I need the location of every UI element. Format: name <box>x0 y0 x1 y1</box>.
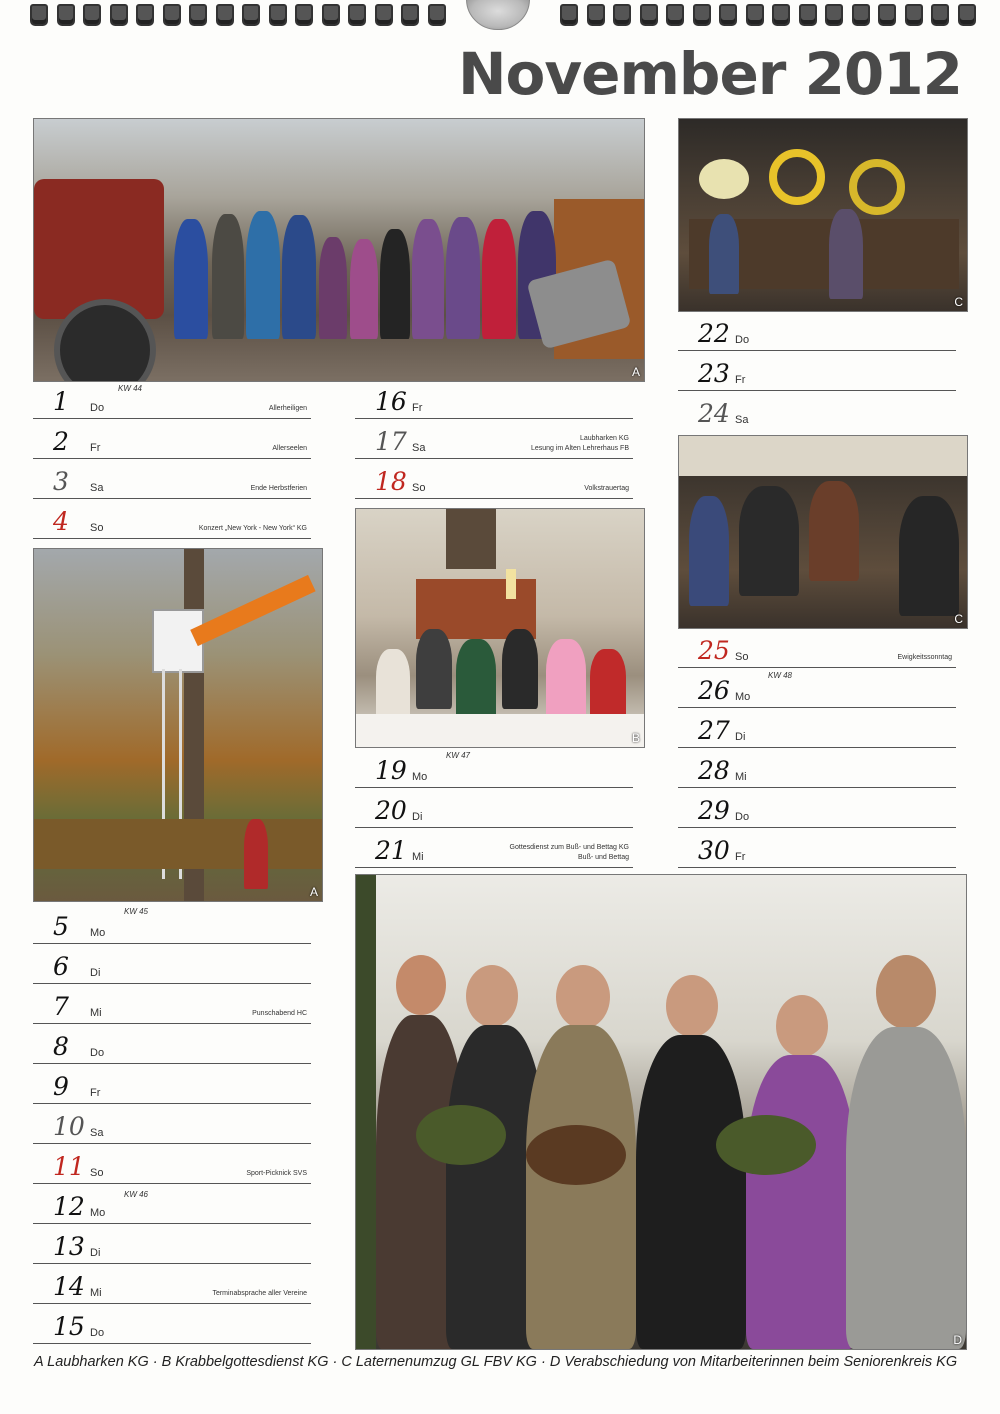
day-row <box>33 458 311 499</box>
weekday: Mi <box>90 1287 102 1299</box>
day-row <box>33 903 311 944</box>
binding-ring <box>295 4 313 26</box>
page-title: November 2012 <box>457 40 962 108</box>
binding-ring <box>666 4 684 26</box>
binding-ring <box>958 4 976 26</box>
day-note: Konzert „New York - New York“ KG <box>198 525 307 532</box>
day-row <box>33 1263 311 1304</box>
binding-ring <box>269 4 287 26</box>
weekday: Di <box>735 731 746 743</box>
photo-label: C <box>954 295 963 309</box>
binding-ring <box>322 4 340 26</box>
day-row <box>678 667 956 708</box>
day-note: Allerheiligen <box>268 405 307 412</box>
binding-ring <box>57 4 75 26</box>
day-number: 3 <box>53 467 69 496</box>
day-number: 13 <box>53 1232 85 1261</box>
day-number: 21 <box>375 836 407 865</box>
binding-ring <box>83 4 101 26</box>
weekday: Mo <box>90 1207 106 1219</box>
binding-ring <box>375 4 393 26</box>
day-number: 22 <box>698 319 730 348</box>
binding-ring <box>799 4 817 26</box>
photo-laternenumzug-2 <box>678 435 968 629</box>
day-row <box>33 1103 311 1144</box>
day-row <box>355 827 633 868</box>
binding-ring <box>428 4 446 26</box>
weekday: Mi <box>735 771 747 783</box>
binding-ring <box>905 4 923 26</box>
day-number: 7 <box>53 992 69 1021</box>
day-note: Terminabsprache aller Vereine <box>212 1290 307 1297</box>
day-number: 1 <box>53 387 69 416</box>
photo-label: B <box>631 731 640 745</box>
binding-ring <box>401 4 419 26</box>
weekday: So <box>90 522 104 534</box>
day-row <box>33 1023 311 1064</box>
binding-ring <box>189 4 207 26</box>
weekday: Do <box>90 402 105 414</box>
day-row <box>355 378 633 419</box>
binding-ring <box>931 4 949 26</box>
day-row <box>678 747 956 788</box>
day-row <box>33 943 311 984</box>
day-note: Allerseelen <box>272 445 307 452</box>
day-row <box>33 1223 311 1264</box>
day-number: 27 <box>698 716 730 745</box>
day-row <box>33 418 311 459</box>
day-row <box>355 458 633 499</box>
binding-ring <box>772 4 790 26</box>
weekday: Do <box>735 811 750 823</box>
binding-ring <box>587 4 605 26</box>
weekday: Fr <box>412 402 423 414</box>
binding-ring <box>693 4 711 26</box>
day-number: 5 <box>53 912 69 941</box>
day-number: 29 <box>698 796 730 825</box>
binding-ring <box>878 4 896 26</box>
binding-ring <box>746 4 764 26</box>
day-row <box>33 498 311 539</box>
photo-label: C <box>954 612 963 626</box>
day-number: 19 <box>375 756 407 785</box>
weekday: So <box>90 1167 104 1179</box>
weekday: Mi <box>90 1007 102 1019</box>
day-note: Laubharken KG Lesung im Alten Lehrerhaus FB <box>530 435 629 452</box>
day-row <box>355 787 633 828</box>
binding-ring <box>163 4 181 26</box>
weekday: Di <box>90 967 101 979</box>
weekday: Fr <box>735 374 746 386</box>
day-note: Sport-Picknick SVS <box>246 1170 307 1177</box>
weekday: Mo <box>412 771 428 783</box>
binding-ring <box>216 4 234 26</box>
weekday: Sa <box>90 482 104 494</box>
day-number: 16 <box>375 387 407 416</box>
weekday: So <box>412 482 426 494</box>
day-number: 20 <box>375 796 407 825</box>
day-note: Volkstrauertag <box>584 485 629 492</box>
day-number: 12 <box>53 1192 85 1221</box>
day-row <box>33 1143 311 1184</box>
day-number: 9 <box>53 1072 69 1101</box>
week-label: KW 45 <box>124 907 149 916</box>
day-note: Punschabend HC <box>252 1010 307 1017</box>
weekday: Do <box>735 334 750 346</box>
day-number: 23 <box>698 359 730 388</box>
day-number: 11 <box>53 1152 85 1181</box>
day-row <box>678 390 956 430</box>
binding-ring <box>110 4 128 26</box>
day-number: 2 <box>53 427 69 456</box>
binding-ring <box>640 4 658 26</box>
day-row <box>33 1303 311 1344</box>
binding-ring <box>852 4 870 26</box>
photo-krabbelgottesdienst <box>355 508 645 748</box>
binding-ring <box>719 4 737 26</box>
week-label: KW 44 <box>118 384 143 393</box>
day-note: Ewigkeitssonntag <box>897 654 952 661</box>
day-number: 28 <box>698 756 730 785</box>
weekday: Fr <box>735 851 746 863</box>
photo-verabschiedung-seniorenkreis <box>355 874 967 1350</box>
day-row <box>33 983 311 1024</box>
day-note: Ende Herbstferien <box>250 485 307 492</box>
weekday: Fr <box>90 442 101 454</box>
day-number: 30 <box>698 836 730 865</box>
day-row <box>678 787 956 828</box>
weekday: Do <box>90 1327 105 1339</box>
day-number: 4 <box>53 507 69 536</box>
day-number: 26 <box>698 676 730 705</box>
photo-label: A <box>309 885 318 899</box>
binding-ring <box>136 4 154 26</box>
photo-laubharken-tree <box>33 548 323 902</box>
weekday: Di <box>90 1247 101 1259</box>
weekday: Mi <box>412 851 424 863</box>
day-row <box>678 310 956 351</box>
weekday: Sa <box>735 414 749 426</box>
day-row <box>33 1063 311 1104</box>
binding-ring <box>30 4 48 26</box>
binding-ring <box>242 4 260 26</box>
weekday: Do <box>90 1047 105 1059</box>
day-number: 25 <box>698 636 730 665</box>
day-number: 18 <box>375 467 407 496</box>
binding-ring <box>613 4 631 26</box>
weekday: Sa <box>412 442 426 454</box>
weekday: Sa <box>90 1127 104 1139</box>
weekday: Fr <box>90 1087 101 1099</box>
photo-label: D <box>953 1333 962 1347</box>
day-row <box>678 827 956 868</box>
day-number: 6 <box>53 952 69 981</box>
weekday: So <box>735 651 749 663</box>
photo-caption: A Laubharken KG · B Krabbelgottesdienst KG · C Laternenumzug GL FBV KG · D Verabschiedung von Mitarbeiterinnen beim Seniorenkreis KG <box>34 1354 958 1370</box>
binding-ring <box>560 4 578 26</box>
weekday: Di <box>412 811 423 823</box>
day-row <box>678 350 956 391</box>
photo-laternenumzug-1 <box>678 118 968 312</box>
weekday: Mo <box>90 927 106 939</box>
day-row <box>355 418 633 459</box>
week-label: KW 47 <box>446 751 471 760</box>
day-number: 17 <box>375 427 407 456</box>
day-number: 8 <box>53 1032 69 1061</box>
week-label: KW 46 <box>124 1190 149 1199</box>
binding-ring <box>825 4 843 26</box>
day-row <box>678 627 956 668</box>
day-number: 15 <box>53 1312 85 1341</box>
day-row <box>33 1183 311 1224</box>
weekday: Mo <box>735 691 751 703</box>
day-note: Gottesdienst zum Buß- und Bettag KG Buß- und Bettag <box>509 844 629 861</box>
day-number: 24 <box>698 399 730 428</box>
day-number: 14 <box>53 1272 85 1301</box>
week-label: KW 48 <box>768 671 793 680</box>
binding-ring <box>348 4 366 26</box>
day-row <box>678 707 956 748</box>
photo-label: A <box>631 365 640 379</box>
day-row <box>33 378 311 419</box>
day-number: 10 <box>53 1112 85 1141</box>
photo-laubharken-group <box>33 118 645 382</box>
day-row <box>355 747 633 788</box>
